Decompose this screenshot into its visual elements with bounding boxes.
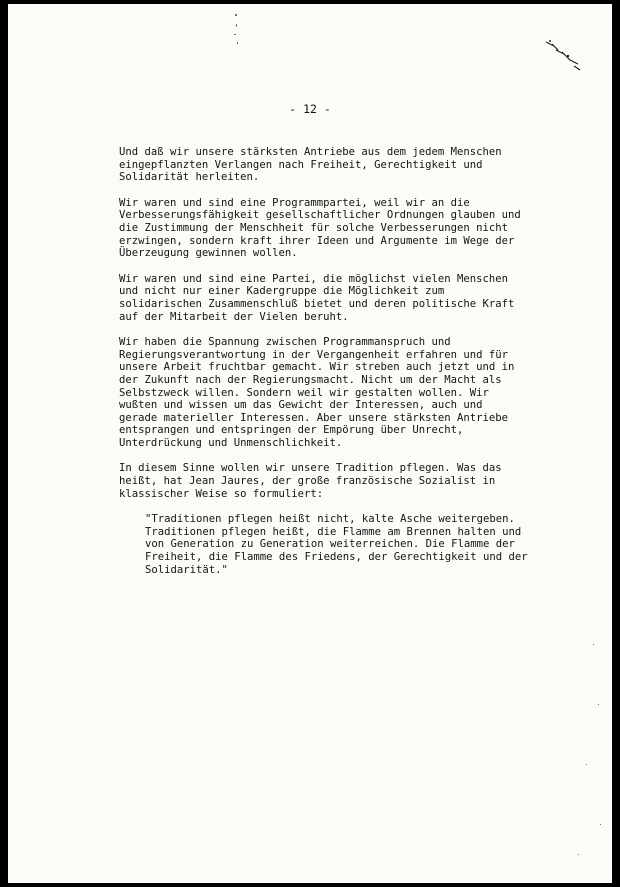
paragraph: Wir waren und sind eine Partei, die möglichst vielen Menschen und nicht nur einer Kadergruppe die Möglichkeit zum solidarischen Zusammenschluß bietet und deren politische Kraft auf der Mitarbeit der Vielen beruht. [119, 272, 515, 323]
paragraph: Und daß wir unsere stärksten Antriebe aus dem jedem Menschen eingepflanzten Verlangen nach Freiheit, Gerechtigkeit und Solidarität herleiten. [119, 146, 502, 184]
document-body [119, 146, 569, 576]
block-quote: "Traditionen pflegen heißt nicht, kalte Asche weitergeben. Traditionen pflegen heißt, die Flamme am Brennen halten und von Generation zu Generation weiterreichen. Die Flamme der Freiheit, die Flamme des Friedens, der Gerechtigkeit und der Solidarität." [145, 513, 528, 576]
document-page [8, 4, 612, 883]
scan-artifact-corner [544, 38, 584, 78]
page-number: - 12 - [289, 102, 331, 116]
paragraph: Wir haben die Spannung zwischen Programmanspruch und Regierungsverantwortung in der Vergangenheit erfahren und für unsere Arbeit fruchtbar gemacht. Wir streben auch jetzt und in der Zukunft nach der Regierungsmacht. Nicht um der Macht als Selbstzweck willen. Sondern weil wir gestalten wollen. Wir wußten und wissen um das Gewicht der Interessen, auch und gerade materieller Interessen. Aber unsere stärksten Antriebe entsprangen und entspringen der Empörung über Unrecht, Unterdrückung und Unmenschlichkeit. [119, 336, 515, 449]
paragraph: Wir waren und sind eine Programmpartei, weil wir an die Verbesserungsfähigkeit gesellschaftlicher Ordnungen glauben und die Zustimmung der Menschheit für solche Verbesserungen nicht erzwingen, sondern kraft ihrer Ideen und Argumente im Wege der Überzeugung gewinnen wollen. [119, 196, 521, 260]
paragraph: In diesem Sinne wollen wir unsere Tradition pflegen. Was das heißt, hat Jean Jaures, der große französische Sozialist in klassischer Weise so formuliert: [119, 462, 502, 500]
